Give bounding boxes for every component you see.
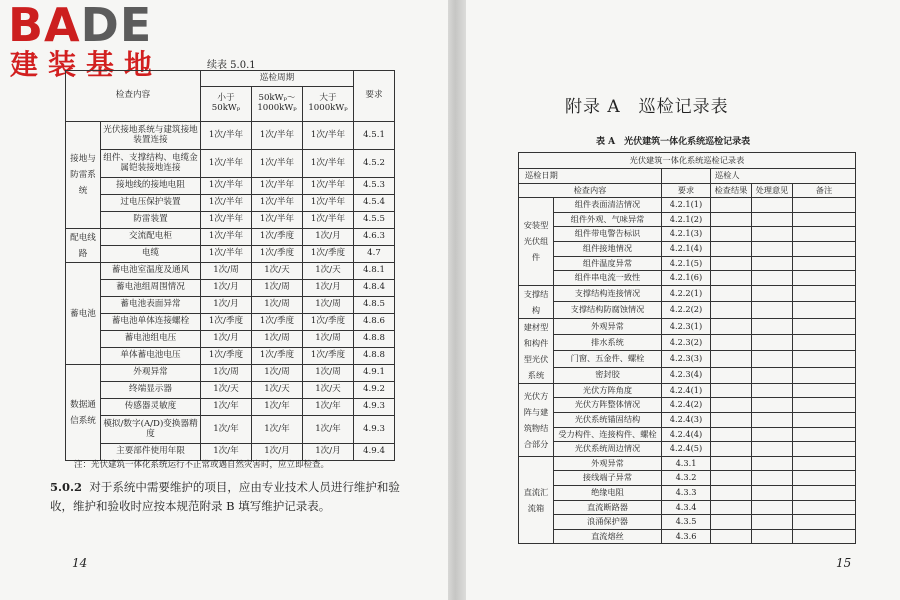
table-row xyxy=(66,399,395,416)
remark-cell xyxy=(793,529,856,544)
table-row xyxy=(519,198,856,213)
period-small-cell: 1次/年 xyxy=(201,416,252,444)
table-header-row xyxy=(66,71,395,87)
page-number-right: 15 xyxy=(836,556,852,570)
group-label: 建材型和构件型光伏系统 xyxy=(519,318,554,383)
requirement-cell: 4.8.1 xyxy=(354,263,395,280)
result-cell xyxy=(711,367,752,383)
item-cell: 组件带电警告标识 xyxy=(554,227,662,242)
result-cell xyxy=(711,442,752,457)
item-cell: 交流配电柜 xyxy=(101,229,201,246)
period-mid-cell: 1次/年 xyxy=(252,416,303,444)
item-cell: 外观异常 xyxy=(554,318,662,334)
item-cell: 受力构件、连接构件、螺栓 xyxy=(554,427,662,442)
opinion-cell xyxy=(752,351,793,367)
table-row xyxy=(519,456,856,471)
period-mid-cell: 1次/季度 xyxy=(252,348,303,365)
item-cell: 组件串电流一致性 xyxy=(554,271,662,286)
header-result: 检查结果 xyxy=(711,183,752,198)
item-cell: 排水系统 xyxy=(554,335,662,351)
table-row xyxy=(519,212,856,227)
result-cell xyxy=(711,485,752,500)
item-cell: 直流熔丝 xyxy=(554,529,662,544)
table-row xyxy=(66,229,395,246)
logo-subtitle: 建装基地 xyxy=(10,48,163,81)
result-cell xyxy=(711,351,752,367)
period-large-cell: 1次/周 xyxy=(303,297,354,314)
remark-cell xyxy=(793,198,856,213)
table-row xyxy=(66,382,395,399)
requirement-cell: 4.2.3(3) xyxy=(662,351,711,367)
result-cell xyxy=(711,412,752,427)
remark-cell xyxy=(793,318,856,334)
opinion-cell xyxy=(752,212,793,227)
period-mid-cell: 1次/周 xyxy=(252,331,303,348)
period-mid-cell: 1次/周 xyxy=(252,365,303,382)
item-cell: 组件外观、气味异常 xyxy=(554,212,662,227)
period-small-cell: 1次/季度 xyxy=(201,314,252,331)
period-large-cell: 1次/半年 xyxy=(303,195,354,212)
requirement-cell: 4.2.1(4) xyxy=(662,241,711,256)
period-mid-cell: 1次/年 xyxy=(252,399,303,416)
requirement-cell: 4.2.3(2) xyxy=(662,335,711,351)
result-cell xyxy=(711,398,752,413)
item-cell: 浪涌保护器 xyxy=(554,515,662,530)
remark-cell xyxy=(793,427,856,442)
opinion-cell xyxy=(752,529,793,544)
table-row xyxy=(519,515,856,530)
requirement-cell: 4.2.1(3) xyxy=(662,227,711,242)
remark-cell xyxy=(793,227,856,242)
period-large-cell: 1次/月 xyxy=(303,229,354,246)
item-cell: 传感器灵敏度 xyxy=(101,399,201,416)
result-cell xyxy=(711,212,752,227)
period-small-cell: 1次/半年 xyxy=(201,212,252,229)
opinion-cell xyxy=(752,471,793,486)
item-cell: 光伏系统周边情况 xyxy=(554,442,662,457)
remark-cell xyxy=(793,367,856,383)
item-cell: 蓄电池室温度及通风 xyxy=(101,263,201,280)
opinion-cell xyxy=(752,485,793,500)
requirement-cell: 4.5.2 xyxy=(354,150,395,178)
header-col-small: 小于 50kWₚ xyxy=(201,87,252,122)
period-mid-cell: 1次/天 xyxy=(252,263,303,280)
requirement-cell: 4.9.1 xyxy=(354,365,395,382)
result-cell xyxy=(711,427,752,442)
table-row xyxy=(519,471,856,486)
header-col-mid: 50kWₚ～ 1000kWₚ xyxy=(252,87,303,122)
requirement-cell: 4.3.6 xyxy=(662,529,711,544)
period-mid-cell: 1次/半年 xyxy=(252,212,303,229)
requirement-cell: 4.2.2(2) xyxy=(662,302,711,319)
period-small-cell: 1次/季度 xyxy=(201,348,252,365)
result-cell xyxy=(711,471,752,486)
table-row xyxy=(519,500,856,515)
table-row xyxy=(66,365,395,382)
item-cell: 接线端子异常 xyxy=(554,471,662,486)
period-small-cell: 1次/周 xyxy=(201,365,252,382)
period-mid-cell: 1次/周 xyxy=(252,280,303,297)
continued-table-label: 续表 5.0.1 xyxy=(207,60,256,71)
requirement-cell: 4.2.1(1) xyxy=(662,198,711,213)
inspector-label: 巡检人 xyxy=(711,169,856,184)
header-content: 检查内容 xyxy=(66,71,201,122)
period-mid-cell: 1次/半年 xyxy=(252,195,303,212)
item-cell: 光伏方阵整体情况 xyxy=(554,398,662,413)
requirement-cell: 4.8.5 xyxy=(354,297,395,314)
header-content: 检查内容 xyxy=(519,183,662,198)
header-requirement: 要求 xyxy=(354,71,395,122)
opinion-cell xyxy=(752,367,793,383)
opinion-cell xyxy=(752,241,793,256)
table-row xyxy=(519,529,856,544)
table-row xyxy=(519,351,856,367)
table-row xyxy=(66,122,395,150)
period-mid-cell: 1次/天 xyxy=(252,382,303,399)
record-header-row xyxy=(519,183,856,198)
period-large-cell: 1次/半年 xyxy=(303,150,354,178)
table-row xyxy=(66,212,395,229)
table-row xyxy=(66,348,395,365)
table-row xyxy=(66,297,395,314)
remark-cell xyxy=(793,515,856,530)
requirement-cell: 4.8.4 xyxy=(354,280,395,297)
period-small-cell: 1次/半年 xyxy=(201,150,252,178)
table-row xyxy=(66,178,395,195)
item-cell: 组件接地情况 xyxy=(554,241,662,256)
table-caption: 表 A 光伏建筑一体化系统巡检记录表 xyxy=(596,137,751,147)
remark-cell xyxy=(793,383,856,398)
item-cell: 单体蓄电池电压 xyxy=(101,348,201,365)
item-cell: 光伏接地系统与建筑接地装置连接 xyxy=(101,122,201,150)
table-row xyxy=(66,331,395,348)
table-row xyxy=(519,412,856,427)
item-cell: 蓄电池组电压 xyxy=(101,331,201,348)
requirement-cell: 4.2.1(5) xyxy=(662,256,711,271)
header-remark: 备注 xyxy=(793,183,856,198)
opinion-cell xyxy=(752,271,793,286)
table-row xyxy=(66,314,395,331)
remark-cell xyxy=(793,241,856,256)
left-page xyxy=(0,0,448,600)
requirement-cell: 4.6.3 xyxy=(354,229,395,246)
clause-5-0-2 xyxy=(50,478,410,516)
remark-cell xyxy=(793,285,856,302)
requirement-cell: 4.5.3 xyxy=(354,178,395,195)
table-row xyxy=(66,280,395,297)
logo-brand: BADE xyxy=(8,0,153,52)
table-row xyxy=(519,285,856,302)
table-row xyxy=(519,398,856,413)
group-label: 接地与防雷系统 xyxy=(66,122,101,229)
requirement-cell: 4.2.2(1) xyxy=(662,285,711,302)
table-row xyxy=(519,302,856,319)
period-mid-cell: 1次/周 xyxy=(252,297,303,314)
remark-cell xyxy=(793,335,856,351)
record-table-body xyxy=(519,153,856,544)
table-row xyxy=(519,318,856,334)
inspection-period-table xyxy=(65,70,395,461)
table-row xyxy=(519,335,856,351)
opinion-cell xyxy=(752,227,793,242)
requirement-cell: 4.2.4(1) xyxy=(662,383,711,398)
opinion-cell xyxy=(752,256,793,271)
requirement-cell: 4.7 xyxy=(354,246,395,263)
period-large-cell: 1次/年 xyxy=(303,399,354,416)
item-cell: 门窗、五金件、螺栓 xyxy=(554,351,662,367)
period-large-cell: 1次/季度 xyxy=(303,348,354,365)
period-mid-cell: 1次/半年 xyxy=(252,150,303,178)
item-cell: 外观异常 xyxy=(101,365,201,382)
period-mid-cell: 1次/月 xyxy=(252,444,303,461)
item-cell: 组件温度异常 xyxy=(554,256,662,271)
item-cell: 支撑结构防腐蚀情况 xyxy=(554,302,662,319)
period-small-cell: 1次/月 xyxy=(201,297,252,314)
table-row xyxy=(519,367,856,383)
group-label: 配电线路 xyxy=(66,229,101,263)
opinion-cell xyxy=(752,398,793,413)
opinion-cell xyxy=(752,285,793,302)
requirement-cell: 4.3.1 xyxy=(662,456,711,471)
record-title-row xyxy=(519,153,856,169)
date-value-cell xyxy=(662,169,711,184)
period-mid-cell: 1次/季度 xyxy=(252,229,303,246)
period-small-cell: 1次/半年 xyxy=(201,229,252,246)
period-large-cell: 1次/天 xyxy=(303,263,354,280)
table-row xyxy=(519,383,856,398)
item-cell: 支撑结构连接情况 xyxy=(554,285,662,302)
period-large-cell: 1次/月 xyxy=(303,444,354,461)
period-large-cell: 1次/周 xyxy=(303,365,354,382)
period-large-cell: 1次/季度 xyxy=(303,246,354,263)
clause-number: 5.0.2 xyxy=(50,480,83,494)
header-col-large: 大于 1000kWₚ xyxy=(303,87,354,122)
item-cell: 模拟/数字(A/D)变换器精度 xyxy=(101,416,201,444)
table-row xyxy=(66,263,395,280)
requirement-cell: 4.3.3 xyxy=(662,485,711,500)
period-small-cell: 1次/月 xyxy=(201,280,252,297)
requirement-cell: 4.5.1 xyxy=(354,122,395,150)
requirement-cell: 4.3.4 xyxy=(662,500,711,515)
item-cell: 电缆 xyxy=(101,246,201,263)
header-requirement: 要求 xyxy=(662,183,711,198)
requirement-cell: 4.2.3(4) xyxy=(662,367,711,383)
result-cell xyxy=(711,318,752,334)
record-date-row xyxy=(519,169,856,184)
requirement-cell: 4.8.8 xyxy=(354,348,395,365)
period-large-cell: 1次/半年 xyxy=(303,178,354,195)
period-large-cell: 1次/月 xyxy=(303,280,354,297)
item-cell: 蓄电池表面异常 xyxy=(101,297,201,314)
result-cell xyxy=(711,241,752,256)
table-row xyxy=(66,246,395,263)
period-small-cell: 1次/半年 xyxy=(201,178,252,195)
opinion-cell xyxy=(752,318,793,334)
table-note: 注：光伏建筑一体化系统运行不正常或遇自然灾害时，应立即检查。 xyxy=(74,460,330,470)
result-cell xyxy=(711,515,752,530)
remark-cell xyxy=(793,485,856,500)
group-label: 光伏方阵与建筑物结合部分 xyxy=(519,383,554,456)
requirement-cell: 4.2.4(2) xyxy=(662,398,711,413)
requirement-cell: 4.8.6 xyxy=(354,314,395,331)
item-cell: 外观异常 xyxy=(554,456,662,471)
opinion-cell xyxy=(752,515,793,530)
remark-cell xyxy=(793,256,856,271)
remark-cell xyxy=(793,271,856,286)
table-row xyxy=(519,227,856,242)
opinion-cell xyxy=(752,442,793,457)
requirement-cell: 4.2.3(1) xyxy=(662,318,711,334)
result-cell xyxy=(711,198,752,213)
table-row xyxy=(519,427,856,442)
header-period: 巡检周期 xyxy=(201,71,354,87)
opinion-cell xyxy=(752,412,793,427)
record-table-title: 光伏建筑一体化系统巡检记录表 xyxy=(519,153,856,169)
group-label: 支撑结构 xyxy=(519,285,554,318)
requirement-cell: 4.5.5 xyxy=(354,212,395,229)
group-label: 数据通信系统 xyxy=(66,365,101,461)
opinion-cell xyxy=(752,500,793,515)
result-cell xyxy=(711,383,752,398)
book-gutter xyxy=(448,0,466,600)
result-cell xyxy=(711,529,752,544)
table-body xyxy=(66,122,395,461)
item-cell: 直流断路器 xyxy=(554,500,662,515)
item-cell: 过电压保护装置 xyxy=(101,195,201,212)
requirement-cell: 4.5.4 xyxy=(354,195,395,212)
result-cell xyxy=(711,227,752,242)
opinion-cell xyxy=(752,383,793,398)
opinion-cell xyxy=(752,335,793,351)
requirement-cell: 4.2.1(6) xyxy=(662,271,711,286)
requirement-cell: 4.2.4(5) xyxy=(662,442,711,457)
item-cell: 组件表面清洁情况 xyxy=(554,198,662,213)
result-cell xyxy=(711,500,752,515)
requirement-cell: 4.2.1(2) xyxy=(662,212,711,227)
opinion-cell xyxy=(752,198,793,213)
item-cell: 组件、支撑结构、电缆金属铠装接地连接 xyxy=(101,150,201,178)
requirement-cell: 4.9.4 xyxy=(354,444,395,461)
table-row xyxy=(66,416,395,444)
clause-text: 对于系统中需要维护的项目，应由专业技术人员进行维护和验收，维护和验收时应按本规范附录 B 填写维护记录表。 xyxy=(50,480,400,513)
table-row xyxy=(519,271,856,286)
group-label: 直流汇流箱 xyxy=(519,456,554,544)
period-large-cell: 1次/天 xyxy=(303,382,354,399)
page-number-left: 14 xyxy=(72,556,88,570)
table-row xyxy=(66,150,395,178)
item-cell: 绝缘电阻 xyxy=(554,485,662,500)
period-small-cell: 1次/天 xyxy=(201,382,252,399)
table-row xyxy=(519,256,856,271)
period-small-cell: 1次/周 xyxy=(201,263,252,280)
item-cell: 终端显示器 xyxy=(101,382,201,399)
group-label: 安装型光伏组件 xyxy=(519,198,554,286)
period-small-cell: 1次/月 xyxy=(201,331,252,348)
item-cell: 防雷装置 xyxy=(101,212,201,229)
result-cell xyxy=(711,302,752,319)
period-large-cell: 1次/半年 xyxy=(303,212,354,229)
period-large-cell: 1次/周 xyxy=(303,331,354,348)
period-large-cell: 1次/半年 xyxy=(303,122,354,150)
result-cell xyxy=(711,256,752,271)
period-small-cell: 1次/半年 xyxy=(201,122,252,150)
period-mid-cell: 1次/季度 xyxy=(252,314,303,331)
header-opinion: 处理意见 xyxy=(752,183,793,198)
appendix-title: 附录 A 巡检记录表 xyxy=(565,97,729,117)
result-cell xyxy=(711,285,752,302)
requirement-cell: 4.2.4(3) xyxy=(662,412,711,427)
item-cell: 主要部件使用年限 xyxy=(101,444,201,461)
group-label: 蓄电池 xyxy=(66,263,101,365)
opinion-cell xyxy=(752,456,793,471)
remark-cell xyxy=(793,500,856,515)
item-cell: 蓄电池组周围情况 xyxy=(101,280,201,297)
requirement-cell: 4.3.2 xyxy=(662,471,711,486)
requirement-cell: 4.9.3 xyxy=(354,399,395,416)
table-row xyxy=(66,195,395,212)
requirement-cell: 4.2.4(4) xyxy=(662,427,711,442)
table-row xyxy=(519,241,856,256)
table-row xyxy=(519,485,856,500)
opinion-cell xyxy=(752,302,793,319)
item-cell: 接地线的接地电阻 xyxy=(101,178,201,195)
period-mid-cell: 1次/半年 xyxy=(252,178,303,195)
remark-cell xyxy=(793,471,856,486)
result-cell xyxy=(711,335,752,351)
period-small-cell: 1次/半年 xyxy=(201,195,252,212)
requirement-cell: 4.8.8 xyxy=(354,331,395,348)
opinion-cell xyxy=(752,427,793,442)
item-cell: 密封胶 xyxy=(554,367,662,383)
result-cell xyxy=(711,271,752,286)
inspection-record-table xyxy=(518,152,856,544)
period-small-cell: 1次/年 xyxy=(201,399,252,416)
period-large-cell: 1次/年 xyxy=(303,416,354,444)
period-small-cell: 1次/年 xyxy=(201,444,252,461)
item-cell: 蓄电池单体连接螺栓 xyxy=(101,314,201,331)
period-mid-cell: 1次/半年 xyxy=(252,122,303,150)
requirement-cell: 4.9.2 xyxy=(354,382,395,399)
remark-cell xyxy=(793,302,856,319)
remark-cell xyxy=(793,398,856,413)
period-mid-cell: 1次/季度 xyxy=(252,246,303,263)
period-small-cell: 1次/半年 xyxy=(201,246,252,263)
table-row xyxy=(519,442,856,457)
requirement-cell: 4.3.5 xyxy=(662,515,711,530)
remark-cell xyxy=(793,212,856,227)
remark-cell xyxy=(793,456,856,471)
item-cell: 光伏系统锚固结构 xyxy=(554,412,662,427)
date-label: 巡检日期 xyxy=(519,169,662,184)
result-cell xyxy=(711,456,752,471)
period-large-cell: 1次/季度 xyxy=(303,314,354,331)
item-cell: 光伏方阵角度 xyxy=(554,383,662,398)
remark-cell xyxy=(793,351,856,367)
requirement-cell: 4.9.3 xyxy=(354,416,395,444)
remark-cell xyxy=(793,442,856,457)
remark-cell xyxy=(793,412,856,427)
